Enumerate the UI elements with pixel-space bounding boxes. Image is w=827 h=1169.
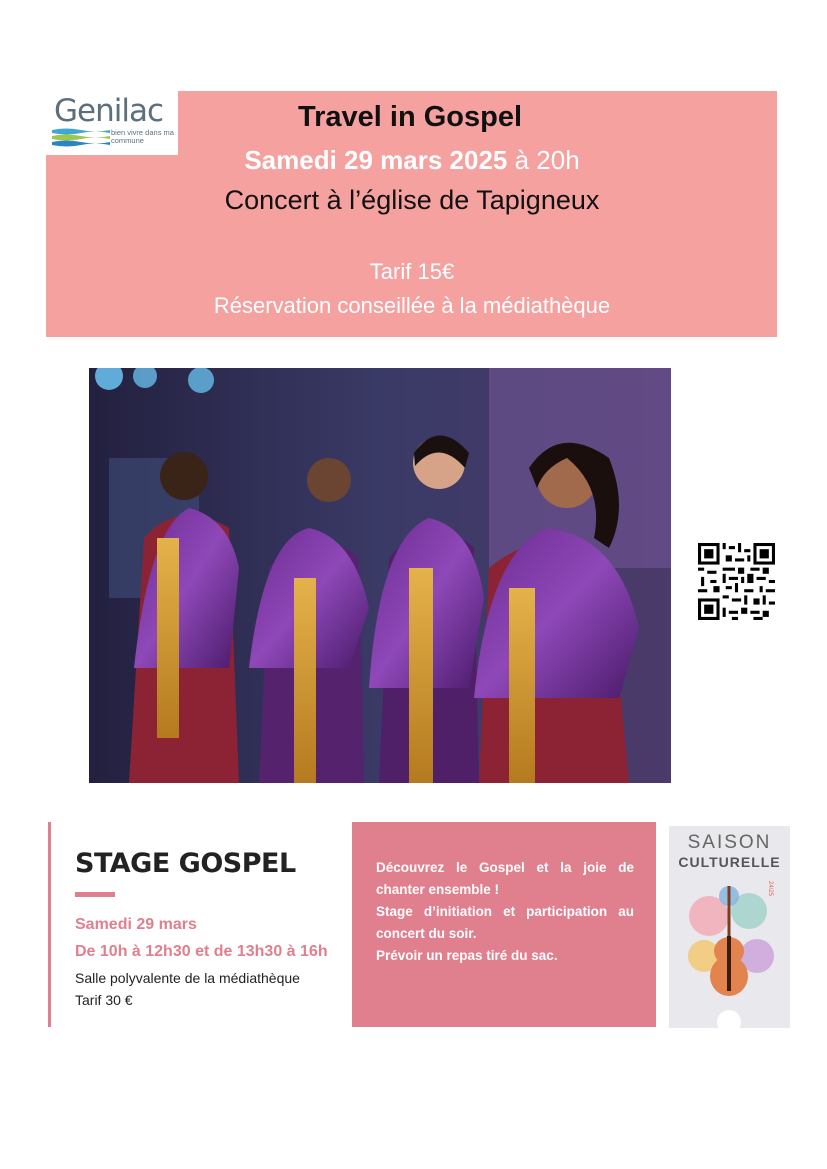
info-paragraph-1: Découvrez le Gospel et la joie de chanter ensemble ! bbox=[376, 860, 634, 897]
poster-line-2: CULTURELLE bbox=[678, 854, 781, 870]
violin-artwork bbox=[669, 826, 790, 1028]
stage-info-box bbox=[352, 822, 656, 1027]
event-time: à 20h bbox=[507, 145, 580, 175]
stage-hours: De 10h à 12h30 et de 13h30 à 16h bbox=[75, 943, 328, 960]
info-paragraph-3: Prévoir un repas tiré du sac. bbox=[376, 948, 558, 963]
stage-price: Tarif 30 € bbox=[75, 992, 133, 1008]
stage-divider bbox=[75, 892, 115, 897]
genilac-logo bbox=[46, 91, 178, 155]
stage-accent-bar bbox=[48, 822, 51, 1027]
event-venue: Concert à l’église de Tapigneux bbox=[224, 185, 600, 215]
logo-tagline: bien vivre dans ma commune bbox=[111, 128, 174, 145]
info-paragraph-2: Stage d’initiation et participation au concert du soir. bbox=[376, 904, 634, 941]
saison-culturelle-poster bbox=[669, 826, 790, 1028]
qr-code-icon[interactable] bbox=[698, 543, 775, 620]
event-date bbox=[244, 145, 579, 176]
logo-waves-icon bbox=[52, 127, 110, 147]
event-title: Travel in Gospel bbox=[297, 101, 523, 133]
event-price: Tarif 15€ bbox=[369, 259, 455, 284]
stage-title: STAGE GOSPEL bbox=[75, 848, 296, 879]
logo-wordmark: Genilac bbox=[54, 93, 164, 129]
poster-line-1: SAISON bbox=[687, 832, 772, 853]
gospel-singers-photo bbox=[89, 368, 671, 783]
event-booking: Réservation conseillée à la médiathèque bbox=[213, 293, 611, 318]
stage-date: Samedi 29 mars bbox=[75, 916, 197, 933]
event-date-bold: Samedi 29 mars 2025 bbox=[244, 145, 508, 175]
stage-place: Salle polyvalente de la médiathèque bbox=[75, 970, 300, 986]
poster-season: 24/25 bbox=[767, 881, 773, 897]
